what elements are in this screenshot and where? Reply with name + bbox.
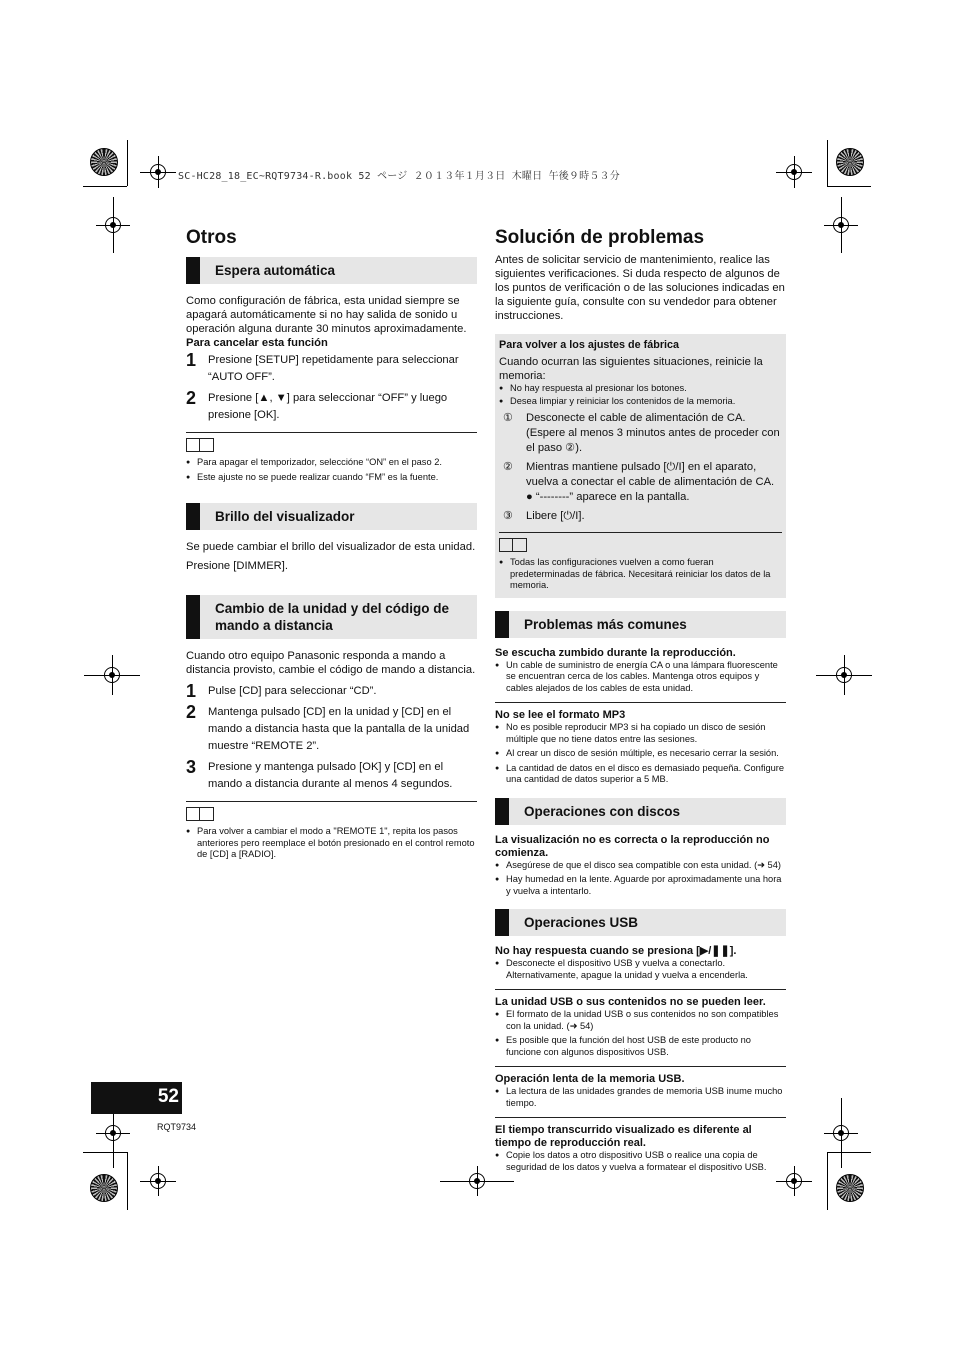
crop-line <box>827 1152 828 1210</box>
dimmer-instruction: Presione [DIMMER]. <box>186 560 288 572</box>
crop-line <box>127 1152 128 1210</box>
step-item <box>186 683 477 700</box>
note-bullet: ● Para apagar el temporizador, seleccióne “ON” en el paso 2. <box>186 457 477 469</box>
step-text: Presione y mantenga pulsado [OK] y [CD] en el mando a distancia durante al menos 4 segundos. <box>208 761 453 790</box>
problem-title: La visualización no es correcta o la reproducción no comienza. <box>495 833 770 859</box>
section-heading-remote-code: Cambio de la unidad y del código de mando a distancia <box>186 595 477 639</box>
crosshair-icon <box>84 655 140 695</box>
page-number: 52 <box>91 1082 182 1114</box>
step-item <box>186 759 477 793</box>
crop-line <box>127 140 128 186</box>
problem-title: Se escucha zumbido durante la reproducción. <box>495 646 736 659</box>
crosshair-icon <box>776 156 812 188</box>
crosshair-icon <box>140 156 176 188</box>
crop-line <box>83 1152 127 1153</box>
left-column <box>186 227 477 864</box>
problem-bullet: ● Copie los datos a otro dispositivo USB o realice una copia de seguridad de los datos y vuelva a formatear el dispositivo USB. <box>495 1150 786 1173</box>
step-text: Presione [SETUP] repetidamente para seleccionar “AUTO OFF”. <box>208 354 459 383</box>
factory-bullet: ● No hay respuesta al presionar los botones. <box>499 383 782 395</box>
problem-bullet: ● La cantidad de datos en el disco es demasiado pequeña. Configure una cantidad de datos superior a 5 MB. <box>495 763 786 786</box>
step-number: ③ <box>503 510 514 522</box>
page-title-otros: Otros <box>186 227 237 248</box>
crop-line <box>827 186 871 187</box>
step-number: 1 <box>186 681 197 701</box>
right-column <box>495 227 786 1176</box>
crop-line <box>827 1152 871 1153</box>
divider <box>495 1066 786 1067</box>
problem-bullet: ● Es posible que la función del host USB de este producto no funcione con algunos dispositivos USB. <box>495 1035 786 1058</box>
problem-title: El tiempo transcurrido visualizado es diferente al tiempo de reproducción real. <box>495 1124 752 1149</box>
section-heading-disc-operations: Operaciones con discos <box>495 798 786 825</box>
troubleshooting-intro: Antes de solicitar servicio de mantenimiento, realice las siguientes verificaciones. Si duda respecto de algunos de los puntos de verificación o de las soluciones indicadas en la siguiente guía, consulte con su vendedor para obtener instrucciones. <box>495 254 785 322</box>
step-item <box>186 390 477 424</box>
step-item <box>186 704 477 755</box>
note-bullet: ● Este ajuste no se puede realizar cuando “FM” es la fuente. <box>186 472 477 484</box>
factory-bullet: ● Desea limpiar y reiniciar los contenidos de la memoria. <box>499 396 782 408</box>
problem-title: No hay respuesta cuando se presiona [▶/❚❚]. <box>495 945 737 957</box>
problem-title: No se lee el formato MP3 <box>495 709 626 721</box>
note-block <box>499 532 782 592</box>
section-heading-dimmer: Brillo del visualizador <box>186 503 477 530</box>
crosshair-icon <box>96 197 130 253</box>
registration-sun-icon <box>90 148 118 176</box>
problem-bullet: ● No es posible reproducir MP3 si ha copiado un disco de sesión múltiple que no tiene datos entre las sesiones. <box>495 722 786 745</box>
remote-code-text: Cuando otro equipo Panasonic responda a mando a distancia provisto, cambie el código de mando a distancia. <box>186 650 476 676</box>
factory-step <box>499 411 782 456</box>
crop-line <box>827 140 828 186</box>
crop-line <box>83 186 127 187</box>
factory-step <box>499 509 782 524</box>
factory-step <box>499 460 782 505</box>
registration-sun-icon <box>90 1174 118 1202</box>
dimmer-text: Se puede cambiar el brillo del visualizador de esta unidad. <box>186 541 476 553</box>
step-number: 2 <box>186 702 197 722</box>
step-number: ② <box>503 461 514 473</box>
step-item <box>186 352 477 386</box>
factory-reset-text: Cuando ocurran las siguientes situaciones, reinicie la memoria: <box>499 356 763 382</box>
step-number: ① <box>503 412 514 424</box>
problem-bullet: ● Hay humedad en la lente. Aguarde por aproximadamente una hora y vuelva a intentarlo. <box>495 874 786 897</box>
crosshair-icon <box>140 1166 176 1196</box>
step-text: Libere [⏻/I]. <box>526 510 585 522</box>
divider <box>495 1117 786 1118</box>
step-text: Desconecte el cable de alimentación de CA. (Espere al menos 3 minutos antes de proceder con el paso ②). <box>526 412 780 454</box>
divider <box>495 989 786 990</box>
step-text: Mientras mantiene pulsado [⏻/I] en el aparato, vuelva a conectar el cable de alimentación de CA. <box>526 461 775 488</box>
model-code: RQT9734 <box>157 1122 197 1132</box>
step-number: 1 <box>186 350 197 370</box>
note-bullet: ● Todas las configuraciones vuelven a como fueran predeterminadas de fábrica. Necesitará reiniciar los datos de la memoria. <box>499 557 782 592</box>
registration-sun-icon <box>836 1174 864 1202</box>
note-block <box>186 801 477 861</box>
auto-standby-text: Como configuración de fábrica, esta unidad siempre se apagará automáticamente si no hay salida de sonido u operación alguna durante 30 minutos aproximadamente. <box>186 295 467 335</box>
step-subtext: ● “--------” aparece en la pantalla. <box>526 491 690 503</box>
registration-sun-icon <box>836 148 864 176</box>
section-heading-common-problems: Problemas más comunes <box>495 611 786 638</box>
book-note-icon <box>186 807 214 821</box>
crosshair-icon <box>816 655 872 695</box>
factory-reset-box <box>495 334 786 598</box>
cancel-function-label: Para cancelar esta función <box>186 337 328 349</box>
problem-bullet: ● Al crear un disco de sesión múltiple, es necesario cerrar la sesión. <box>495 748 786 760</box>
page-title-troubleshooting: Solución de problemas <box>495 227 705 248</box>
problem-bullet: ● Un cable de suministro de energía CA o una lámpara fluorescente se encuentran cerca de los cables. Mantenga otros equipos y cables alejados de los cables de esta unidad. <box>495 660 786 695</box>
print-header: SC-HC28_18_EC~RQT9734-R.book 52 ページ ２０１３年１月３日 木曜日 午後９時５３分 <box>178 171 620 182</box>
problem-bullet: ● La lectura de las unidades grandes de memoria USB inume mucho tiempo. <box>495 1086 786 1109</box>
section-heading-auto-standby: Espera automática <box>186 257 477 284</box>
problem-bullet: ● Desconecte el dispositivo USB y vuelva a conectarlo. Alternativamente, apague la unidad y vuelva a encenderla. <box>495 958 786 981</box>
problem-title: Operación lenta de la memoria USB. <box>495 1073 685 1085</box>
step-text: Mantenga pulsado [CD] en la unidad y [CD] en el mando a distancia hasta que la pantalla de la unidad muestre “REMOTE 2”. <box>208 706 470 752</box>
problem-bullet: ● El formato de la unidad USB o sus contenidos no son compatibles con la unidad. (➜ 54) <box>495 1009 786 1032</box>
crosshair-icon <box>824 1098 858 1168</box>
step-number: 2 <box>186 388 197 408</box>
book-note-icon <box>499 538 527 552</box>
section-heading-usb-operations: Operaciones USB <box>495 909 786 936</box>
step-number: 3 <box>186 757 197 777</box>
problem-bullet: ● Asegúrese de que el disco sea compatible con esta unidad. (➜ 54) <box>495 860 786 872</box>
step-text: Presione [▲, ▼] para seleccionar “OFF” y luego presione [OK]. <box>208 392 448 421</box>
step-text: Pulse [CD] para seleccionar “CD”. <box>208 685 377 697</box>
note-block <box>186 432 477 483</box>
divider <box>495 702 786 703</box>
factory-reset-title: Para volver a los ajustes de fábrica <box>499 339 680 351</box>
book-note-icon <box>186 438 214 452</box>
problem-title: La unidad USB o sus contenidos no se pueden leer. <box>495 996 766 1008</box>
crosshair-icon <box>824 197 858 253</box>
note-bullet: ● Para volver a cambiar el modo a "REMOTE 1", repita los pasos anteriores pero reemplace el botón presionado en el control remoto de [CD] a [RADIO]. <box>186 826 477 861</box>
